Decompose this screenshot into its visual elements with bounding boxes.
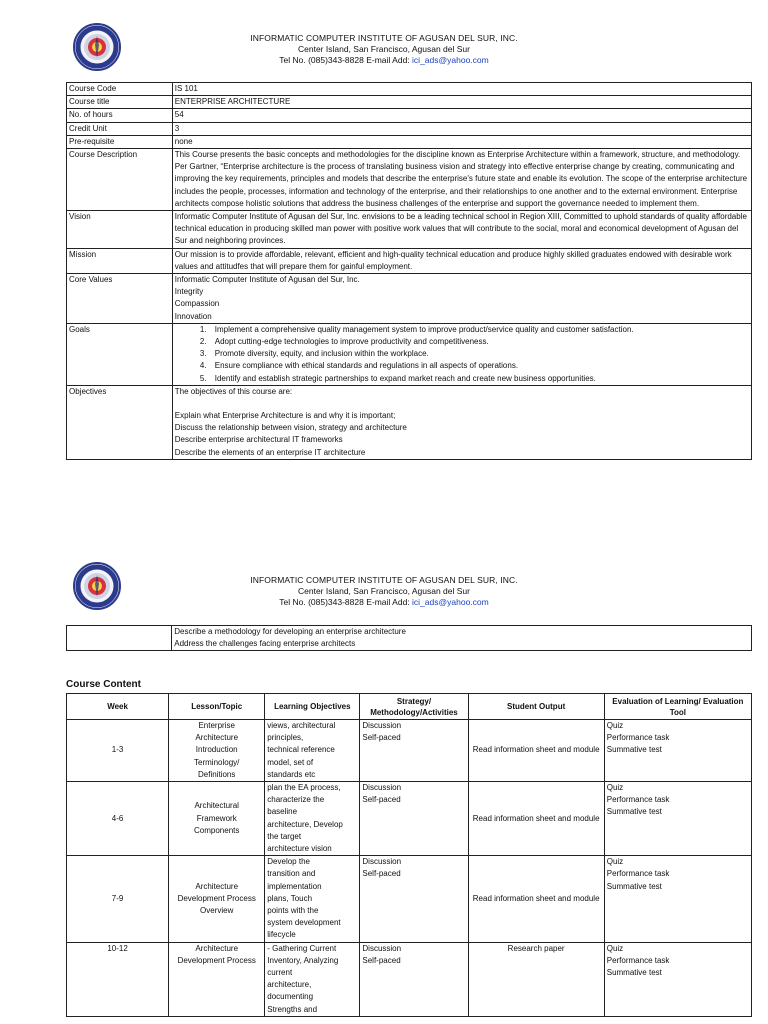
email-link[interactable]: ici_ads@yahoo.com [412, 597, 489, 607]
goals-label: Goals [67, 323, 173, 385]
table-row [67, 83, 752, 96]
objectives-list [172, 385, 751, 459]
goal-item: 4. Ensure compliance with ethical standards and regulations in all aspects of operations. [209, 360, 749, 372]
objective-item: Describe enterprise architectural IT frameworks [174, 435, 343, 445]
course-title-value: ENTERPRISE ARCHITECTURE [172, 96, 751, 109]
header-text [0, 575, 768, 608]
goal-item: 2. Adopt cutting-edge technologies to improve productivity and competitiveness. [209, 336, 749, 348]
goals-list [172, 323, 751, 385]
objectives-intro: The objectives of this course are: [174, 386, 293, 396]
objective-item: Describe a methodology for developing an enterprise architecture [174, 627, 406, 636]
hours-label: No. of hours [67, 109, 173, 122]
topic-cell: Architectural Framework Components [169, 782, 265, 856]
table-row [67, 856, 752, 942]
course-info-table [66, 82, 752, 460]
core-value-item: Informatic Computer Institute of Agusan del Sur, Inc. [174, 275, 360, 285]
page-header-1 [0, 23, 768, 73]
email-link[interactable]: ici_ads@yahoo.com [412, 55, 489, 65]
goal-item: 1. Implement a comprehensive quality management system to improve product/service quality and customer satisfaction. [209, 324, 749, 336]
empty-label-cell [67, 626, 172, 651]
core-value-item: Integrity [174, 287, 204, 297]
objective-item: Discuss the relationship between vision, strategy and architecture [174, 423, 407, 433]
table-row [67, 385, 752, 459]
output-cell: Read information sheet and module [468, 782, 604, 856]
table-row [67, 135, 752, 148]
core-value-item: Compassion [174, 299, 220, 309]
col-header-objectives: Learning Objectives [265, 694, 360, 720]
strategy-cell: Discussion Self-paced [360, 720, 468, 782]
week-cell: 10-12 [67, 942, 169, 1016]
core-values-label: Core Values [67, 274, 173, 324]
col-header-output: Student Output [468, 694, 604, 720]
col-header-evaluation: Evaluation of Learning/ Evaluation Tool [604, 694, 751, 720]
table-row [67, 626, 752, 651]
course-description-label: Course Description [67, 149, 173, 211]
evaluation-cell: Quiz Performance task Summative test [604, 720, 751, 782]
strategy-cell: Discussion Self-paced [360, 942, 468, 1016]
strategy-cell: Discussion Self-paced [360, 856, 468, 942]
evaluation-cell: Quiz Performance task Summative test [604, 782, 751, 856]
table-row [67, 211, 752, 249]
col-header-week: Week [67, 694, 169, 720]
objectives-label: Objectives [67, 385, 173, 459]
table-row [67, 274, 752, 324]
evaluation-cell: Quiz Performance task Summative test [604, 856, 751, 942]
table-row [67, 720, 752, 782]
topic-cell: Architecture Development Process Overview [169, 856, 265, 942]
mission-value: Our mission is to provide affordable, relevant, efficient and high-quality technical education and produce highly skilled graduates endowed with desirable work values and attitudfes that will prepare them for gainful employment. [172, 248, 751, 273]
col-header-strategy: Strategy/ Methodology/Activities [360, 694, 468, 720]
prerequisite-value: none [172, 135, 751, 148]
credit-unit-label: Credit Unit [67, 122, 173, 135]
col-header-topic: Lesson/Topic [169, 694, 265, 720]
objectives-cell: - Gathering Current Inventory, Analyzing current architecture, documenting Strengths and [265, 942, 360, 1016]
course-content-table [66, 693, 752, 1017]
objectives-cell: Develop the transition and implementation plans, Touch points with the system development lifecycle [265, 856, 360, 942]
institution-contact: Tel No. (085)343-8828 E-mail Add: ici_ads@yahoo.com [279, 597, 489, 607]
strategy-cell: Discussion Self-paced [360, 782, 468, 856]
topic-cell: Enterprise Architecture Introduction Terminology/ Definitions [169, 720, 265, 782]
header-text [0, 33, 768, 66]
objectives-cell: views, architectural principles, technical reference model, set of standards etc [265, 720, 360, 782]
objective-item: Address the challenges facing enterprise architects [174, 639, 356, 649]
institution-address: Center Island, San Francisco, Agusan del Sur [298, 44, 470, 54]
evaluation-cell: Quiz Performance task Summative test [604, 942, 751, 1016]
objectives-continued-table [66, 625, 752, 651]
objectives-cell: plan the EA process, characterize the baseline architecture, Develop the target architecture vision [265, 782, 360, 856]
vision-value: Informatic Computer Institute of Agusan del Sur, Inc. envisions to be a leading technical school in Region XIII, Committed to uphold standards of quality affordable technical education in producing skilled man power with positive work values that will contribute to the social, moral and economical development of Agusan del Sur and neighboring provinces. [172, 211, 751, 249]
page-header-2 [0, 562, 768, 612]
course-code-value: IS 101 [172, 83, 751, 96]
week-cell: 4-6 [67, 782, 169, 856]
table-header-row [67, 694, 752, 720]
course-title-label: Course title [67, 96, 173, 109]
vision-label: Vision [67, 211, 173, 249]
goal-item: 5. Identify and establish strategic partnerships to expand market reach and create new business opportunities. [209, 373, 749, 385]
objective-item: Describe the elements of an enterprise IT architecture [174, 447, 366, 457]
course-code-label: Course Code [67, 83, 173, 96]
institution-name: INFORMATIC COMPUTER INSTITUTE OF AGUSAN DEL SUR, INC. [250, 575, 518, 585]
table-row [67, 122, 752, 135]
mission-label: Mission [67, 248, 173, 273]
institution-address: Center Island, San Francisco, Agusan del Sur [298, 586, 470, 596]
institution-name: INFORMATIC COMPUTER INSTITUTE OF AGUSAN DEL SUR, INC. [250, 33, 518, 43]
topic-cell: Architecture Development Process [169, 942, 265, 1016]
table-row [67, 248, 752, 273]
credit-unit-value: 3 [172, 122, 751, 135]
table-row [67, 782, 752, 856]
objective-item: Explain what Enterprise Architecture is and why it is important; [174, 411, 396, 421]
hours-value: 54 [172, 109, 751, 122]
course-description-value: This Course presents the basic concepts and methodologies for the discipline known as Enterprise Architecture within a framework, structure, and methodology. Per Gartner, “Enterprise architecture is the process of translating business vision and strategy into effective enterprise change by creating, communicating and improving the key requirements, principles and models that describe the enterprise's future state and enable its evolution. The scope of the enterprise architecture includes the people, processes, information and technology of the enterprise, and their relationships to one another and to the external environment. Enterprise architects compose holistic solutions that address the business challenges of the enterprise and support the governance needed to implement them. [172, 149, 751, 211]
table-row [67, 149, 752, 211]
goal-item: 3. Promote diversity, equity, and inclusion within the workplace. [209, 348, 749, 360]
table-row [67, 109, 752, 122]
core-values-list [172, 274, 751, 324]
prerequisite-label: Pre-requisite [67, 135, 173, 148]
course-content-title: Course Content [66, 679, 141, 690]
table-row [67, 942, 752, 1016]
output-cell: Read information sheet and module [468, 856, 604, 942]
week-cell: 1-3 [67, 720, 169, 782]
output-cell: Read information sheet and module [468, 720, 604, 782]
output-cell: Research paper [468, 942, 604, 1016]
table-row [67, 96, 752, 109]
objectives-continued-list [172, 626, 752, 651]
core-value-item: Innovation [174, 311, 212, 321]
institution-contact: Tel No. (085)343-8828 E-mail Add: ici_ads@yahoo.com [279, 55, 489, 65]
table-row [67, 323, 752, 385]
week-cell: 7-9 [67, 856, 169, 942]
